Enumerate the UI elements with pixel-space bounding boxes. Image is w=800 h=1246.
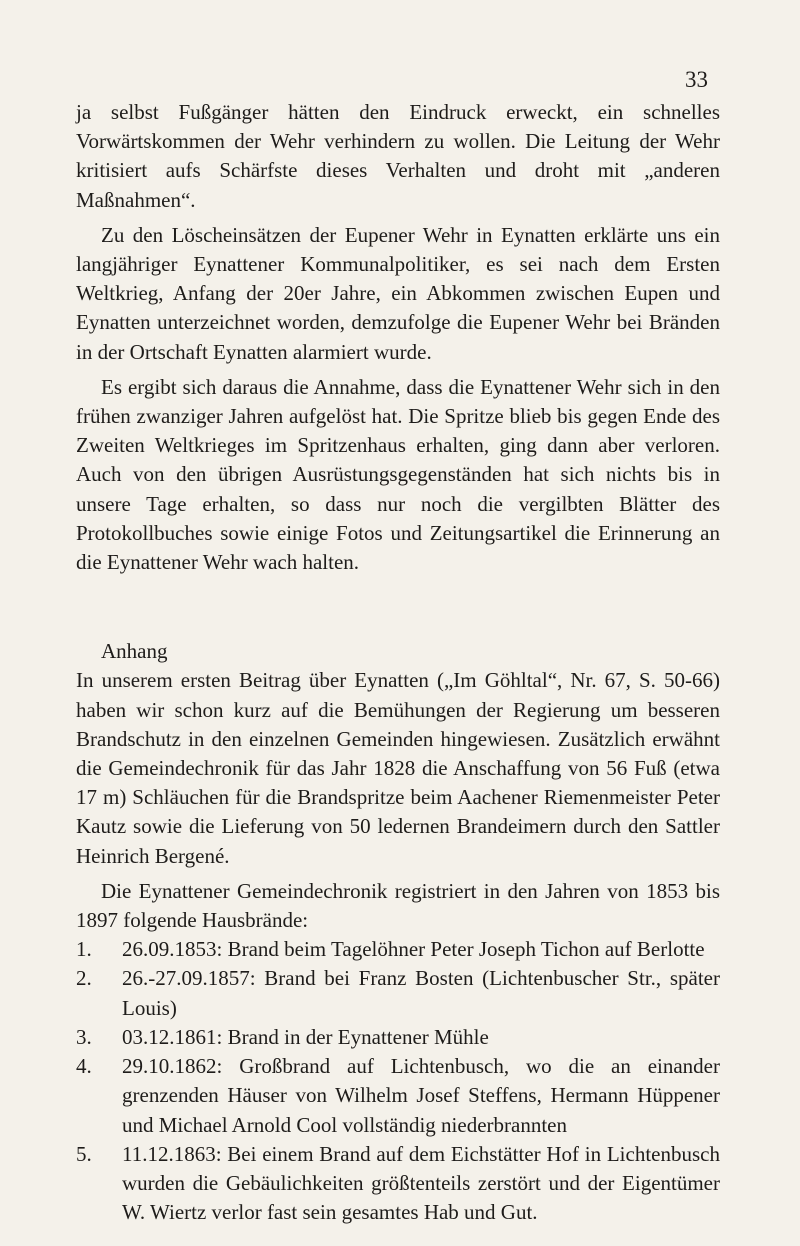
fire-list-item: [76, 1023, 720, 1052]
fire-list: [76, 935, 720, 1227]
paragraph: Es ergibt sich daraus die Annahme, dass die Eynattener Wehr sich in den frühen zwanziger Jahren aufgelöst hat. Die Spritze blieb bis gegen Ende des Zweiten Weltkrieges im Spritzenhaus erhalten, ging dann aber verloren. Auch von den übrigen Ausrüstungsgegenständen hat sich nichts bis in unsere Tage erhalten, so dass nur noch die vergilbten Blätter des Protokollbuches sowie einige Fotos und Zeitungsartikel die Erinnerung an die Eynattener Wehr wach halten.: [76, 374, 720, 575]
fire-list-item: [76, 1140, 720, 1228]
list-number: 2.: [76, 966, 92, 991]
list-number: 5.: [76, 1141, 92, 1166]
list-number: 4.: [76, 1054, 92, 1079]
list-number: 3.: [76, 1024, 92, 1049]
paragraph: ja selbst Fußgänger hätten den Eindruck erweckt, ein schnelles Vorwärtskommen der Wehr verhindern zu wollen. Die Leitung der Wehr kritisiert aufs Schärfste dieses Verhalten und droht mit „anderen Maßnahmen“.: [76, 100, 720, 212]
list-number: 1.: [76, 937, 92, 962]
page-body: [76, 98, 720, 1227]
list-item-text: 26.-27.09.1857: Brand bei Franz Bosten (Lichtenbuscher Str., später Louis): [122, 966, 720, 1020]
list-item-text: 11.12.1863: Bei einem Brand auf dem Eichstätter Hof in Lichtenbusch wurden die Gebäulichkeiten größtenteils zerstört und der Eigentümer W. Wiertz verlor fast sein gesamtes Hab und Gut.: [122, 1141, 720, 1225]
paragraph: Zu den Löscheinsätzen der Eupener Wehr in Eynatten erklärte uns ein langjähriger Eynattener Kommunalpolitiker, es sei nach dem Ersten Weltkrieg, Anfang der 20er Jahre, ein Abkommen zwischen Eupen und Eynatten unterzeichnet worden, demzufolge die Eupener Wehr bei Bränden in der Ortschaft Eynatten alarmiert wurde.: [76, 222, 720, 364]
chronicle-intro: Die Eynattener Gemeindechronik registriert in den Jahren von 1853 bis 1897 folgende Hausbrände:: [76, 878, 720, 933]
list-item-text: 03.12.1861: Brand in der Eynattener Mühle: [122, 1024, 489, 1049]
appendix-intro: In unserem ersten Beitrag über Eynatten („Im Göhltal“, Nr. 67, S. 50-66) haben wir schon kurz auf die Bemühungen der Regierung um besseren Brandschutz in den einzelnen Gemeinden hingewiesen. Zusätzlich erwähnt die Gemeindechronik für das Jahr 1828 die Anschaffung von 56 Fuß (etwa 17 m) Schläuchen für die Brandspritze beim Aachener Riemenmeister Peter Kautz sowie die Lieferung von 50 ledernen Brandeimern durch den Sattler Heinrich Bergené.: [76, 668, 720, 868]
fire-list-item: [76, 1052, 720, 1140]
fire-list-item: [76, 935, 720, 964]
list-item-text: 26.09.1853: Brand beim Tagelöhner Peter Joseph Tichon auf Berlotte: [122, 937, 705, 962]
list-item-text: 29.10.1862: Großbrand auf Lichtenbusch, wo die an einander grenzenden Häuser von Wilhelm Josef Steffens, Hermann Hüppener und Michael Arnold Cool vollständig niederbrannten: [122, 1054, 720, 1137]
fire-list-item: [76, 964, 720, 1022]
appendix-heading: Anhang: [101, 639, 168, 664]
page-number: 33: [685, 67, 708, 92]
